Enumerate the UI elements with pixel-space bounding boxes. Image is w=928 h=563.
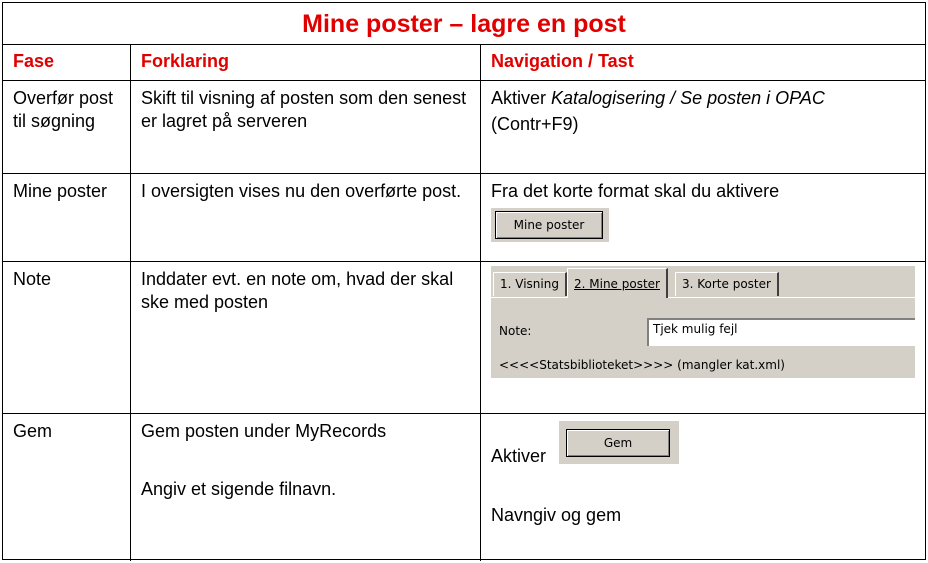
forklaring-cell: Inddater evt. en note om, hvad der skal ske med posten	[131, 262, 481, 413]
header-row	[3, 45, 925, 81]
fase-cell: Mine poster	[3, 174, 131, 261]
table-row	[3, 414, 925, 561]
navigation-cell	[481, 414, 925, 561]
nav-text: Aktiver	[491, 446, 547, 466]
tab-visning[interactable]: 1. Visning	[493, 272, 567, 296]
button-frame	[559, 421, 679, 464]
navigation-cell	[481, 262, 925, 413]
status-text: <<<<Statsbiblioteket>>>> (mangler kat.xml)	[499, 358, 785, 372]
title-row	[3, 3, 925, 45]
nav-text-2: Navngiv og gem	[491, 505, 622, 525]
navigation-cell	[481, 174, 925, 261]
button-frame	[491, 208, 609, 242]
shortcut-text: (Contr+F9)	[491, 114, 579, 134]
instruction-table	[2, 2, 926, 560]
fase-cell: Gem	[3, 414, 131, 561]
nav-text: Fra det korte format skal du aktivere	[491, 181, 780, 201]
header-fase: Fase	[3, 45, 131, 80]
forklaring-cell: I oversigten vises nu den overførte post.	[131, 174, 481, 261]
header-navigation: Navigation / Tast	[491, 51, 634, 71]
tab-mine-poster[interactable]: 2. Mine poster	[567, 268, 668, 298]
table-row	[3, 81, 925, 174]
page-title: Mine poster – lagre en post	[302, 10, 626, 38]
note-field[interactable]: Tjek mulig fejl	[647, 318, 915, 346]
forklaring-cell	[131, 414, 481, 561]
mine-poster-button[interactable]: Mine poster	[495, 211, 603, 239]
menu-path: Katalogisering / Se posten i OPAC	[551, 88, 825, 108]
navigation-cell	[481, 81, 925, 173]
nav-prefix: Aktiver	[491, 88, 552, 108]
fase-cell: Overfør post til søgning	[3, 81, 131, 173]
tab-korte-poster[interactable]: 3. Korte poster	[675, 272, 779, 296]
tab-divider	[491, 297, 915, 298]
forklaring-cell: Skift til visning af posten som den senest er lagret på serveren	[131, 81, 481, 173]
table-row	[3, 174, 925, 262]
gem-button[interactable]: Gem	[566, 429, 670, 457]
table-row	[3, 262, 925, 414]
note-label: Note:	[499, 324, 532, 338]
forklaring-line-2: Angiv et sigende filnavn.	[141, 479, 337, 499]
forklaring-line-1: Gem posten under MyRecords	[141, 421, 387, 441]
tab-panel	[491, 266, 915, 378]
fase-cell: Note	[3, 262, 131, 413]
header-forklaring: Forklaring	[131, 45, 481, 80]
